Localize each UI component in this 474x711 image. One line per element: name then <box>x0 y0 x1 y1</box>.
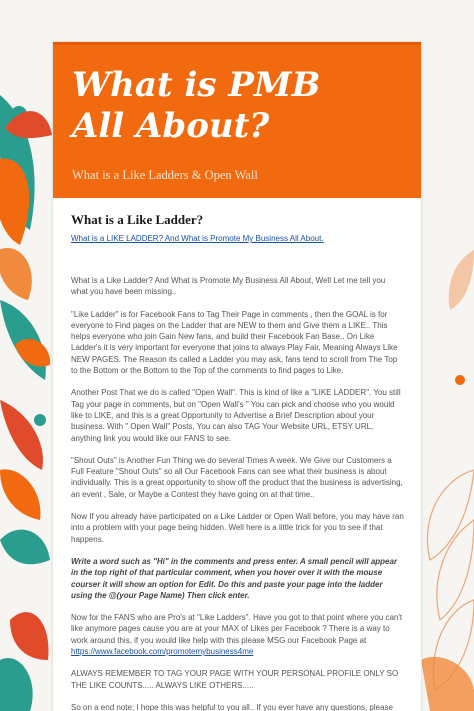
paragraph-hidden-page: Now If you already have participated on a Like Ladder or Open Wall before, you may have ran into a problem with your page being hidden. Well here is a little trick for you to see if that happens. <box>71 512 404 544</box>
tip-paragraph: Write a word such as "Hi" in the comments and press enter. A small pencil will appear in the top right of that particular comment, when you hover over it with the mouse courser it will show an option for Edit. Do this and paste your page into the ladder using the @(your Page Name) Then click enter. <box>71 556 398 600</box>
paragraph-shout-outs: "Shout Outs" is Another Fun Thing we do several Times A week. We Give our Customers a Full Feature "Shout Outs" so all Our Facebook Fans can see what their business is about individually. This is a great opportunity to show off the product that the business is advertising, an event , Sale, or Maybe a Contest they have going on at that time.. <box>71 455 403 499</box>
hero-banner <box>53 42 421 198</box>
fans-text: Now for the FANS who are Pro's at "Like Ladders". Have you got to that point where you can't like anymore pages cause you are at your MAX of Likes per Facebook ? There is a way to work around this, if you would like help with this please MSG our Facebook Page at <box>71 613 403 645</box>
section-heading: What is a Like Ladder? <box>71 212 204 227</box>
facebook-link[interactable]: https://www.facebook.com/promotemybusiness4me <box>71 647 254 657</box>
page-title: What is PMB All About? <box>72 65 321 146</box>
paragraph-like-ladder: "Like Ladder" is for Facebook Fans to Tag Their Page in comments , then the GOAL is for everyone to Find pages on the Ladder that are NEW to them and Give them a LIKE.. This helps everyone who join Gain New fans, and build their Facebook Fan Base.. On Like Ladder's it is very important for everyone that joins to always Play Fair, Meaning Always Like NEW PAGES. The Reason its called a Ladder you may ask, fans tend to scroll from The Top to the Bottom or the Bottom to the Top of the comments to find pages to Like. <box>71 309 398 376</box>
paragraph-fans <box>71 612 404 657</box>
intro-link[interactable]: What is a LIKE LADDER? And What is Promote My Business All About. <box>71 234 324 243</box>
flyer-card <box>53 42 421 711</box>
closing-paragraph: So on a end note; I hope this was helpful to you all.. If you ever have any questions, please <box>71 702 393 711</box>
article-body <box>53 198 421 711</box>
reminder-paragraph: ALWAYS REMEMBER TO TAG YOUR PAGE WITH YOUR PERSONAL PROFILE ONLY SO THE LIKE COUNTS..... ALWAYS LIKE OTHERS..... <box>71 669 399 690</box>
paragraph-open-wall: Another Post That we do is called "Open Wall". This is kind of like a "LIKE LADDER". You still Tag your page in comments, but on "Open Wall's " You can pick and choose who you would like to LIKE, and this is a great Opportunity to Advertise a Brief Description about your business. With " Open Wall" Posts, You can also TAG Your Website URL, ETSY URL, anything link you would like our FANS to see. <box>71 388 401 443</box>
paragraph-intro: What is a Like Ladder? And What is Promote My Business All About, Well Let me tell you what you have been missing.. <box>71 276 386 297</box>
hero-subtitle: What is a Like Ladders & Open Wall <box>72 168 258 182</box>
